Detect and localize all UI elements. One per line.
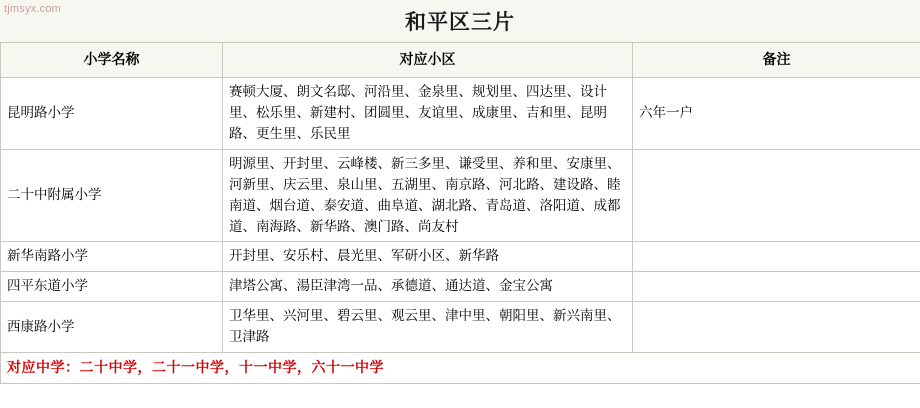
- cell-note: [633, 149, 920, 242]
- cell-note: [633, 272, 920, 302]
- table-row: [1, 149, 920, 242]
- cell-area: 卫华里、兴河里、碧云里、观云里、津中里、朝阳里、新兴南里、卫津路: [223, 302, 633, 353]
- column-header-area: 对应小区: [223, 43, 633, 78]
- cell-area: 津塔公寓、湯臣津湾一品、承德道、通达道、金宝公寓: [223, 272, 633, 302]
- cell-area: 明源里、开封里、云峰楼、新三多里、谦受里、养和里、安康里、河新里、庆云里、泉山里、五湖里、南京路、河北路、建设路、睦南道、烟台道、泰安道、曲阜道、湖北路、青岛道、洛阳道、成都道、南海路、新华路、澳门路、尚友村: [223, 149, 633, 242]
- table-row: [1, 302, 920, 353]
- column-header-note: 备注: [633, 43, 920, 78]
- table-footer-row: [1, 353, 920, 384]
- cell-school: 新华南路小学: [1, 242, 223, 272]
- title-bar: [0, 0, 920, 42]
- school-district-table: [0, 42, 920, 384]
- table-row: [1, 78, 920, 150]
- cell-footer: [1, 353, 920, 384]
- cell-school: 西康路小学: [1, 302, 223, 353]
- cell-area: 赛顿大厦、朗文名邸、河沿里、金泉里、规划里、四达里、设计里、松乐里、新建村、团圆里、友谊里、成康里、吉和里、昆明路、更生里、乐民里: [223, 78, 633, 150]
- cell-school: 四平东道小学: [1, 272, 223, 302]
- table-header-row: [1, 43, 920, 78]
- cell-school: 昆明路小学: [1, 78, 223, 150]
- table-row: [1, 272, 920, 302]
- column-header-school: 小学名称: [1, 43, 223, 78]
- site-watermark: tjmsyx.com: [4, 3, 61, 15]
- cell-note: [633, 302, 920, 353]
- cell-school: 二十中附属小学: [1, 149, 223, 242]
- cell-note: 六年一户: [633, 78, 920, 150]
- corresponding-middle-schools: 对应中学：二十中学，二十一中学，十一中学，六十一中学: [7, 359, 384, 376]
- cell-note: [633, 242, 920, 272]
- page-title: 和平区三片: [405, 11, 515, 34]
- cell-area: 开封里、安乐村、晨光里、军研小区、新华路: [223, 242, 633, 272]
- table-row: [1, 242, 920, 272]
